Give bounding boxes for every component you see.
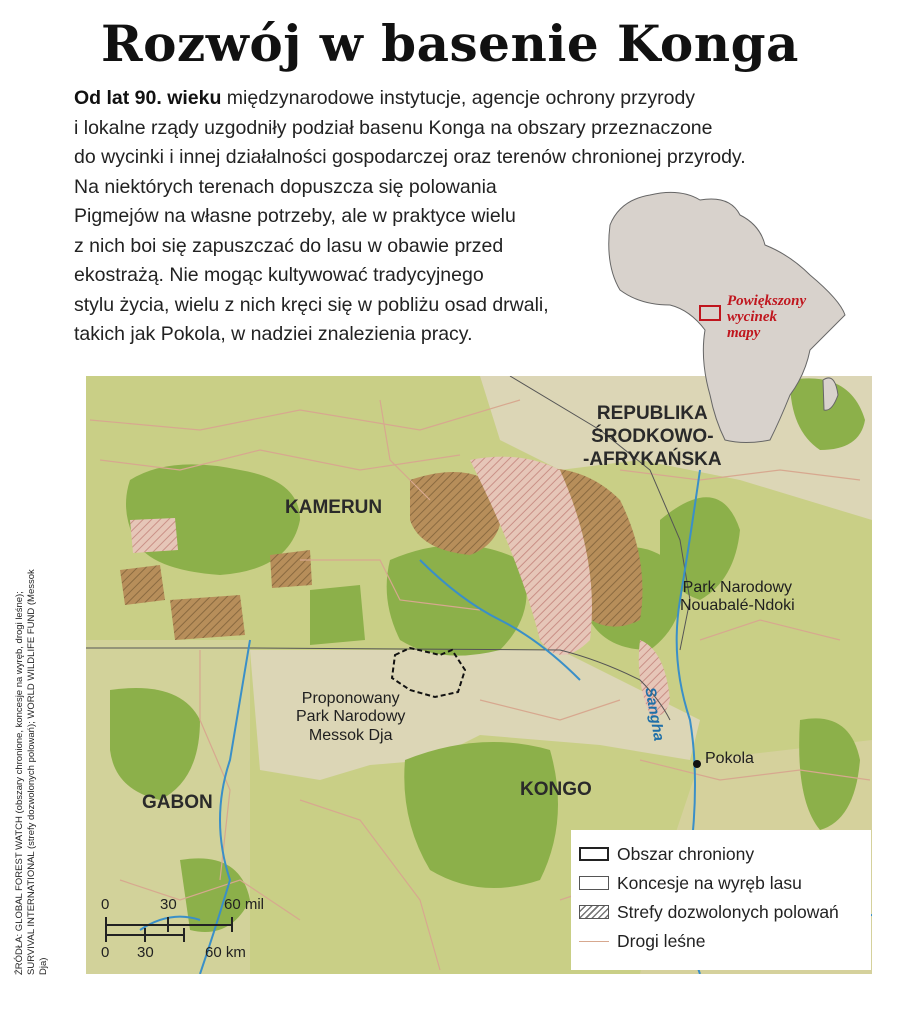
label-congo: KONGO	[520, 779, 592, 800]
legend-roads	[579, 929, 706, 953]
intro-line-3: do wycinki i innej działalności gospodarczej oraz terenów chronionej przyrody.	[74, 146, 746, 168]
scale-mi-30: 30	[160, 896, 177, 913]
label-messok-l3: Messok Dja	[308, 726, 393, 744]
label-nouabale-l2: Nouabalé-Ndoki	[680, 597, 795, 615]
sources-credit: ŹRÓDŁA: GLOBAL FOREST WATCH (obszary chronione, koncesje na wyręb, drogi leśne); SURVIVAL INTERNATIONAL (strefy dozwolonych polowań); WORLD WILDLIFE FUND (Messok Dja)	[14, 569, 49, 975]
legend-swatch-concession	[579, 876, 609, 890]
legend-protected	[579, 842, 754, 866]
hunting-zone-7	[270, 550, 312, 588]
label-messok	[296, 690, 405, 745]
intro-line-1-rest: międzynarodowe instytucje, agencje ochrony przyrody	[221, 87, 696, 109]
intro-line-5: Pigmejów na własne potrzeby, ale w praktyce wielu	[74, 205, 516, 227]
legend-concession	[579, 871, 802, 895]
scale-mi-0: 0	[101, 896, 110, 913]
intro-line-7: ekostrażą. Nie mogąc kultywować tradycyjnego	[74, 264, 484, 286]
intro-line-9: takich jak Pokola, w nadziei znalezienia pracy.	[74, 323, 473, 345]
label-pokola: Pokola	[705, 750, 754, 767]
intro-line-8: stylu życia, wielu z nich kręci się w pobliżu osad drwali,	[74, 293, 549, 316]
label-car-l3: -AFRYKAŃSKA	[583, 449, 722, 470]
scale-mi-60: 60 mil	[224, 896, 265, 913]
intro-line-2: i lokalne rządy uzgodniły podział basenu Konga na obszary przeznaczone	[74, 116, 713, 139]
label-car	[583, 402, 722, 471]
legend-swatch-protected	[579, 847, 609, 861]
inset-label-l3: mapy	[727, 325, 761, 341]
legend	[571, 830, 871, 970]
label-nouabale-l1: Park Narodowy	[682, 579, 793, 596]
legend-label-protected: Obszar chroniony	[617, 843, 755, 864]
protected-lobeke	[387, 545, 527, 656]
hunting-zone-5	[120, 565, 165, 605]
scale-km-60: 60 km	[205, 944, 246, 961]
hunting-zone-8	[130, 518, 178, 553]
legend-swatch-hunting	[579, 905, 609, 919]
intro-lead: Od lat 90. wieku	[74, 87, 222, 109]
hunting-zone-6	[170, 595, 245, 640]
label-car-l2: ŚRODKOWO-	[591, 426, 714, 447]
inset-label-l1: Powiększony	[727, 293, 807, 309]
label-cameroon: KAMERUN	[285, 497, 383, 518]
page-title: Rozwój w basenie Konga	[101, 14, 799, 73]
intro-line-6: z nich boi się zapuszczać do lasu w obawie przed	[74, 234, 504, 257]
protected-small-1	[310, 585, 365, 645]
inset-label	[727, 293, 806, 341]
inset-label-l2: wycinek	[727, 309, 777, 325]
scale-km-0: 0	[101, 944, 110, 961]
legend-label-concession: Koncesje na wyręb lasu	[617, 872, 802, 893]
label-gabon: GABON	[142, 792, 213, 813]
legend-hunting	[579, 900, 839, 924]
legend-label-hunting: Strefy dozwolonych polowań	[617, 901, 839, 922]
scale-km-30: 30	[137, 944, 154, 961]
label-messok-l1: Proponowany	[301, 690, 400, 707]
label-messok-l2: Park Narodowy	[296, 708, 406, 726]
legend-swatch-road	[579, 941, 609, 942]
label-car-l1: REPUBLIKA	[596, 403, 708, 424]
legend-label-roads: Drogi leśne	[617, 930, 706, 951]
label-sangha: Sangha	[641, 686, 668, 743]
label-nouabale	[680, 579, 795, 616]
pokola-dot	[693, 760, 701, 768]
intro-line-4: Na niektórych terenach dopuszcza się polowania	[74, 175, 497, 198]
